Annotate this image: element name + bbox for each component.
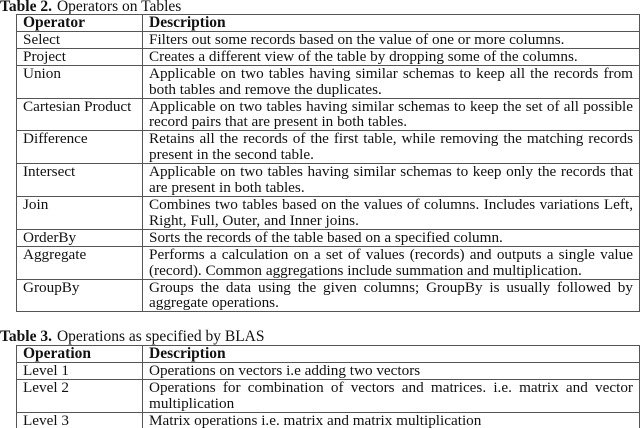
operator-cell: Union [17, 65, 143, 98]
operator-cell: Join [17, 196, 143, 229]
description-cell: Groups the data using the given columns; GroupBy is usually followed by aggregate operations. [143, 279, 640, 312]
description-cell: Operations for combination of vectors and matrices. i.e. matrix and vector multiplication [143, 379, 640, 412]
table-2-caption-label: Table 2. [0, 0, 52, 15]
table-row [17, 229, 640, 246]
table-row [17, 379, 640, 412]
table-2-caption [0, 0, 181, 15]
operator-cell: Project [17, 48, 143, 65]
table-row [17, 246, 640, 279]
table-header-row [17, 15, 640, 32]
blas-operations-table [16, 345, 640, 428]
description-cell: Creates a different view of the table by dropping some of the columns. [143, 48, 640, 65]
column-header-operation: Operation [17, 346, 143, 363]
operator-cell: Select [17, 31, 143, 48]
table-row [17, 196, 640, 229]
table-row [17, 412, 640, 428]
operator-cell: Cartesian Product [17, 98, 143, 131]
column-header-description: Description [143, 15, 640, 32]
table-2-caption-text: Operators on Tables [56, 0, 182, 15]
description-cell: Matrix operations i.e. matrix and matrix multiplication [143, 412, 640, 428]
table-row [17, 31, 640, 48]
operator-cell: GroupBy [17, 279, 143, 312]
table-row [17, 279, 640, 312]
description-cell: Filters out some records based on the value of one or more columns. [143, 31, 640, 48]
description-cell: Performs a calculation on a set of values (records) and outputs a single value (record). Common aggregations include summation and multiplication. [143, 246, 640, 279]
table-row [17, 362, 640, 379]
table-row [17, 98, 640, 131]
operation-cell: Level 1 [17, 362, 143, 379]
table-row [17, 65, 640, 98]
table-row [17, 164, 640, 197]
description-cell: Combines two tables based on the values of columns. Includes variations Left, Right, Full, Outer, and Inner joins. [143, 196, 640, 229]
description-cell: Operations on vectors i.e adding two vectors [143, 362, 640, 379]
operator-cell: Aggregate [17, 246, 143, 279]
table-3-caption-text: Operations as specified by BLAS [56, 328, 265, 345]
description-cell: Applicable on two tables having similar schemas to keep all the records from both tables and remove the duplicates. [143, 65, 640, 98]
table-row [17, 48, 640, 65]
description-cell: Retains all the records of the first table, while removing the matching records present in the second table. [143, 131, 640, 164]
table-3-caption [0, 329, 264, 345]
description-cell: Applicable on two tables having similar schemas to keep the set of all possible record pairs that are present in both tables. [143, 98, 640, 131]
operation-cell: Level 3 [17, 412, 143, 428]
description-cell: Sorts the records of the table based on a specified column. [143, 229, 640, 246]
table-3-caption-label: Table 3. [0, 328, 52, 345]
column-header-description: Description [143, 346, 640, 363]
operation-cell: Level 2 [17, 379, 143, 412]
operator-cell: Difference [17, 131, 143, 164]
operator-cell: OrderBy [17, 229, 143, 246]
operators-on-tables-table [16, 14, 640, 312]
table-header-row [17, 346, 640, 363]
operator-cell: Intersect [17, 164, 143, 197]
description-cell: Applicable on two tables having similar schemas to keep only the records that are present in both tables. [143, 164, 640, 197]
column-header-operator: Operator [17, 15, 143, 32]
table-row [17, 131, 640, 164]
